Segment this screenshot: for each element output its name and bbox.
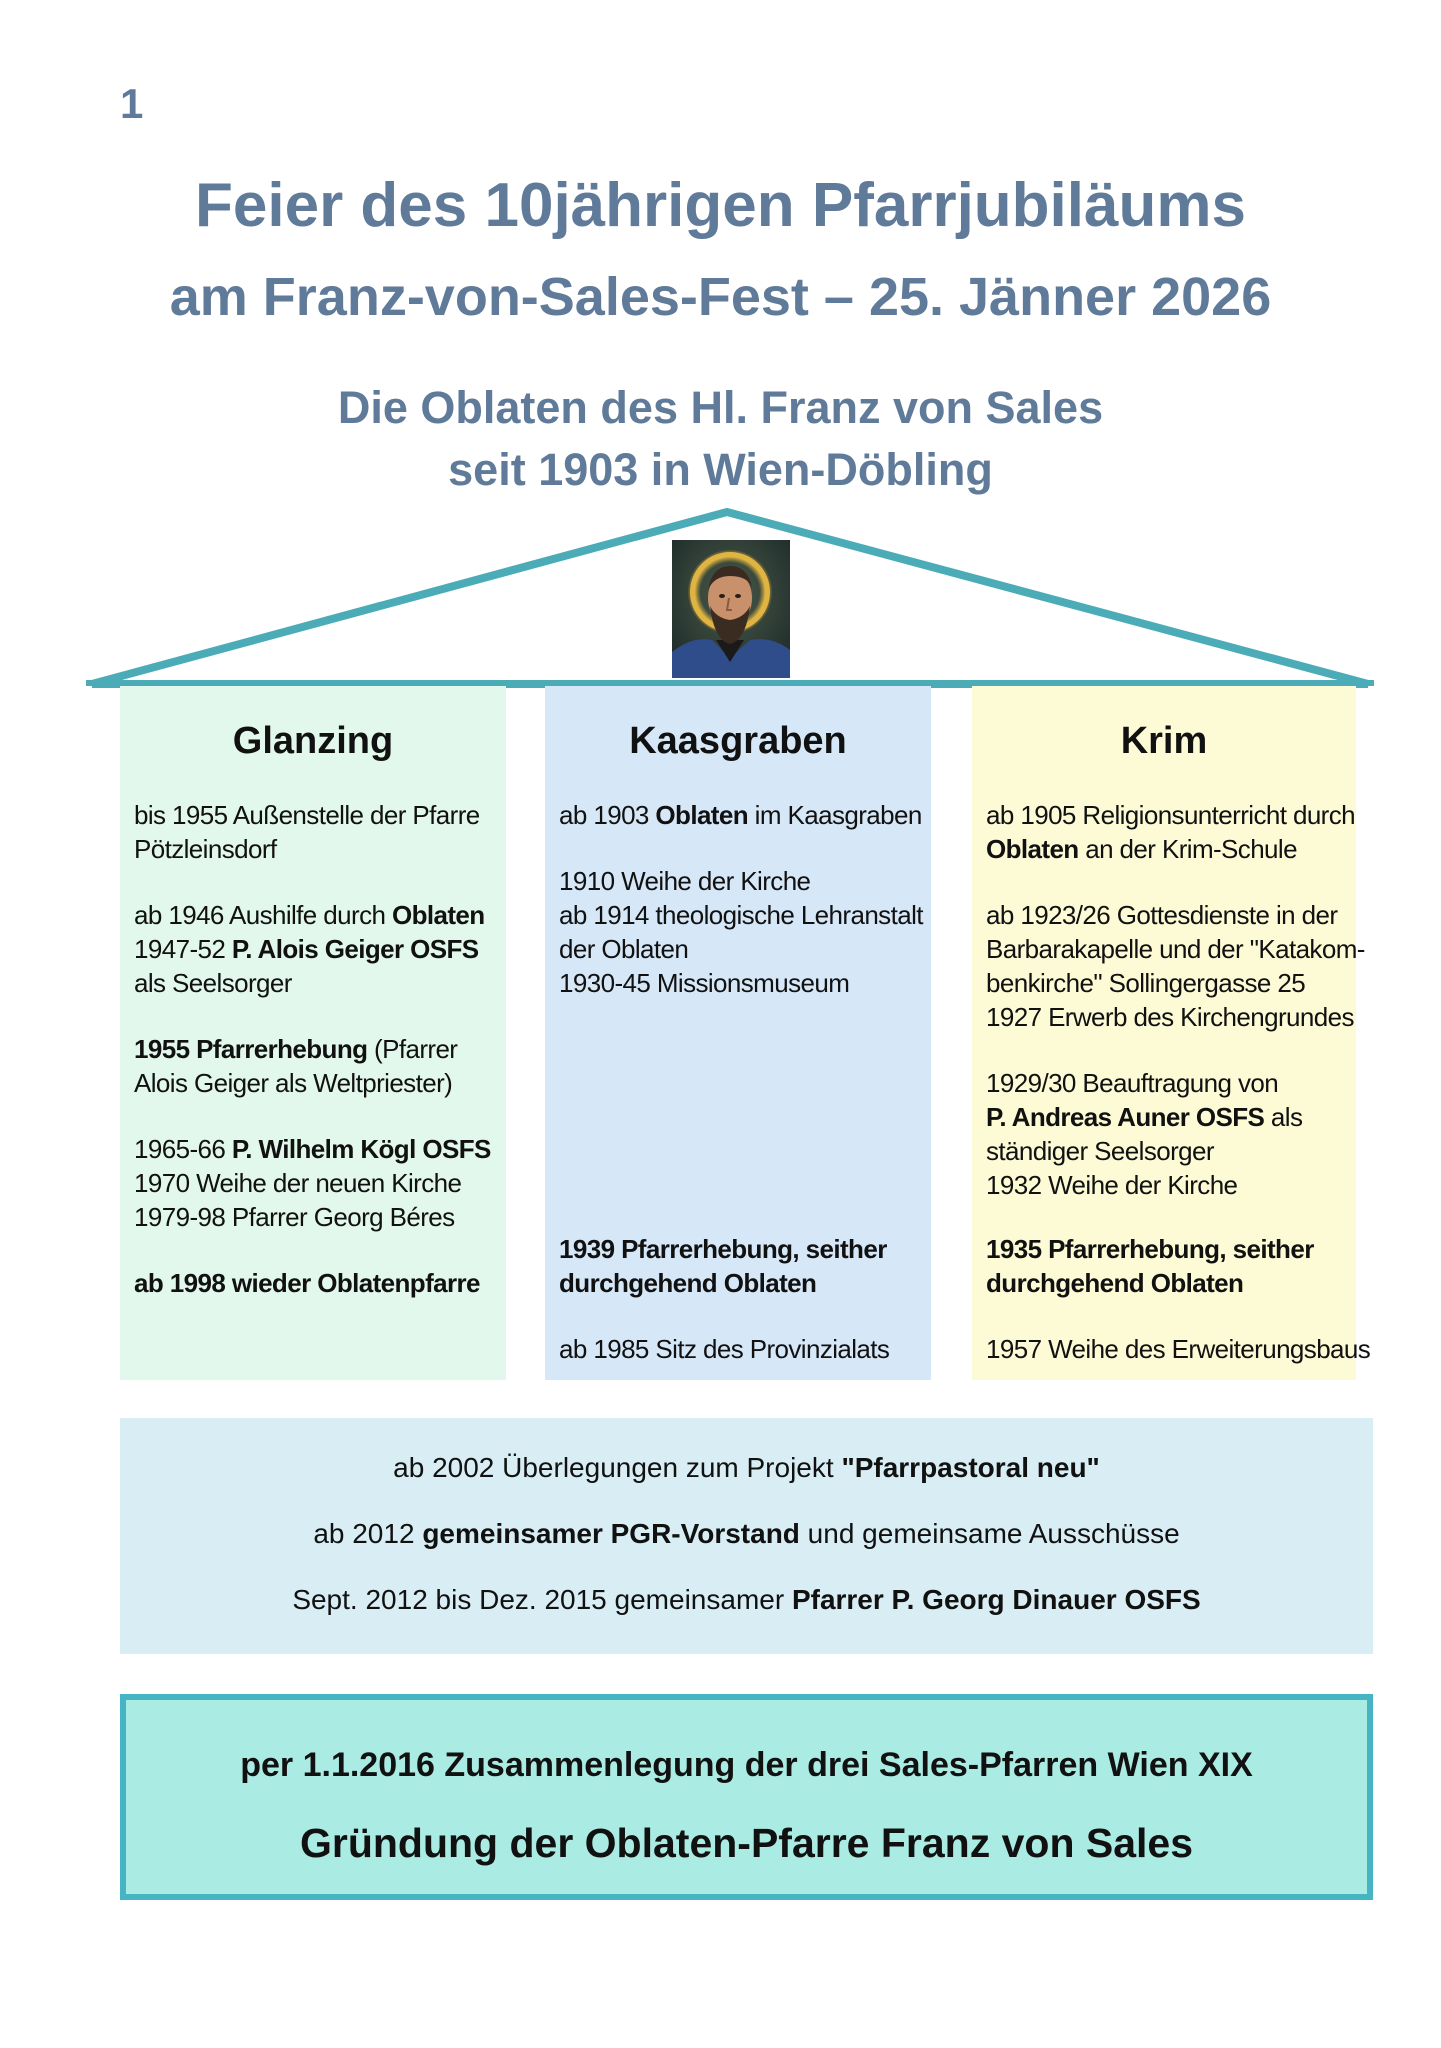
glanzing-line: ab 1998 wieder Oblatenpfarre bbox=[134, 1268, 480, 1298]
glanzing-line: 1965-66 P. Wilhelm Kögl OSFS bbox=[134, 1134, 491, 1164]
krim-line: benkirche" Sollingergasse 25 bbox=[986, 968, 1306, 998]
kaasgraben-line: der Oblaten bbox=[559, 934, 689, 964]
joint-history-box bbox=[120, 1418, 1373, 1654]
krim-line: ab 1905 Religionsunterricht durch bbox=[986, 800, 1355, 830]
merger-box bbox=[120, 1694, 1373, 1900]
krim-line: Barbarakapelle und der "Katakom- bbox=[986, 934, 1365, 964]
krim-line: 1957 Weihe des Erweiterungsbaus bbox=[986, 1334, 1371, 1364]
kaasgraben-line: 1930-45 Missionsmuseum bbox=[559, 968, 850, 998]
krim-line: 1929/30 Beauftragung von bbox=[986, 1068, 1279, 1098]
column-krim bbox=[972, 686, 1371, 1380]
glanzing-line: Alois Geiger als Weltpriester) bbox=[134, 1068, 453, 1098]
title-line-1: Feier des 10jährigen Pfarrjubiläums bbox=[195, 171, 1246, 240]
glanzing-line: 1970 Weihe der neuen Kirche bbox=[134, 1168, 462, 1198]
kaasgraben-line: durchgehend Oblaten bbox=[559, 1268, 817, 1298]
column-title-kaasgraben: Kaasgraben bbox=[629, 720, 847, 762]
krim-line: ab 1923/26 Gottesdienste in der bbox=[986, 900, 1338, 930]
page-number: 1 bbox=[120, 80, 144, 127]
founding-line: Gründung der Oblaten-Pfarre Franz von Sales bbox=[299, 1820, 1194, 1866]
column-title-glanzing: Glanzing bbox=[232, 720, 394, 762]
glanzing-line: 1947-52 P. Alois Geiger OSFS bbox=[134, 934, 479, 964]
krim-line: 1935 Pfarrerhebung, seither bbox=[986, 1234, 1314, 1264]
saint-portrait bbox=[672, 540, 790, 678]
glanzing-line: Pötzleinsdorf bbox=[134, 834, 277, 864]
kaasgraben-line: ab 1985 Sitz des Provinzialats bbox=[559, 1334, 890, 1364]
krim-line: P. Andreas Auner OSFS als bbox=[986, 1102, 1303, 1132]
krim-line: 1927 Erwerb des Kirchengrundes bbox=[986, 1002, 1354, 1032]
joint-history-line: ab 2002 Überlegungen zum Projekt "Pfarrpastoral neu" bbox=[393, 1452, 1100, 1483]
krim-line: 1932 Weihe der Kirche bbox=[986, 1170, 1238, 1200]
glanzing-line: 1979-98 Pfarrer Georg Béres bbox=[134, 1202, 455, 1232]
glanzing-line: 1955 Pfarrerhebung (Pfarrer bbox=[134, 1034, 458, 1064]
title-line-2: am Franz-von-Sales-Fest – 25. Jänner 2026 bbox=[169, 267, 1272, 327]
krim-line: Oblaten an der Krim-Schule bbox=[986, 834, 1297, 864]
kaasgraben-line: 1910 Weihe der Kirche bbox=[559, 866, 811, 896]
glanzing-line: bis 1955 Außenstelle der Pfarre bbox=[134, 800, 480, 830]
krim-line: ständiger Seelsorger bbox=[986, 1136, 1214, 1166]
subtitle-line-2: seit 1903 in Wien-Döbling bbox=[448, 444, 993, 495]
column-kaasgraben bbox=[545, 686, 931, 1380]
joint-history-line: Sept. 2012 bis Dez. 2015 gemeinsamer Pfarrer P. Georg Dinauer OSFS bbox=[292, 1584, 1201, 1615]
krim-line: durchgehend Oblaten bbox=[986, 1268, 1244, 1298]
kaasgraben-line: ab 1903 Oblaten im Kaasgraben bbox=[559, 800, 922, 830]
glanzing-line: als Seelsorger bbox=[134, 968, 292, 998]
joint-history-line: ab 2012 gemeinsamer PGR-Vorstand und gemeinsame Ausschüsse bbox=[313, 1518, 1180, 1549]
subtitle-line-1: Die Oblaten des Hl. Franz von Sales bbox=[337, 382, 1104, 433]
kaasgraben-line: ab 1914 theologische Lehranstalt bbox=[559, 900, 923, 930]
glanzing-line: ab 1946 Aushilfe durch Oblaten bbox=[134, 900, 485, 930]
merger-line: per 1.1.2016 Zusammenlegung der drei Sales-Pfarren Wien XIX bbox=[240, 1746, 1253, 1784]
column-title-krim: Krim bbox=[1120, 720, 1208, 762]
column-glanzing bbox=[120, 686, 506, 1380]
kaasgraben-line: 1939 Pfarrerhebung, seither bbox=[559, 1234, 887, 1264]
